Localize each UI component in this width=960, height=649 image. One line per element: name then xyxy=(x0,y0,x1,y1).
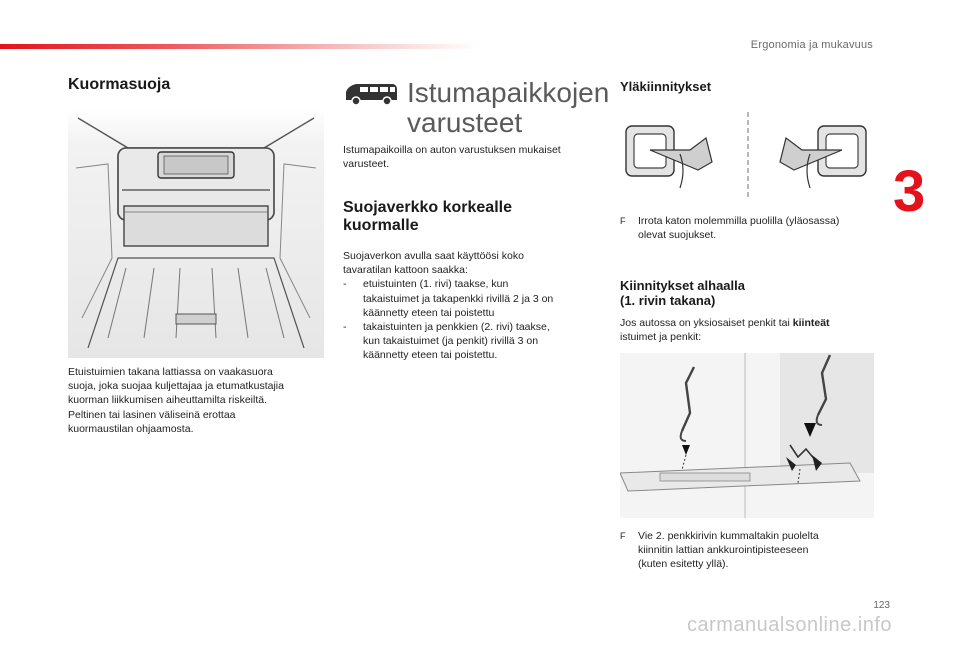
list-item: F Vie 2. penkkirivin kummaltakin puolelta kiinnitin lattian ankkurointipisteeseen (kuten esitetty yllä). xyxy=(620,530,819,571)
text-bullet-2 xyxy=(620,529,890,572)
list-item: - takaistuinten ja penkkien (2. rivi) taakse, kun takaistuimet (ja penkit) rivillä 3 on käännetty eteen tai poistettu. xyxy=(343,321,550,362)
text-suojaverkko: Suojaverkon avulla saat käyttöösi koko tavaratilan kattoon saakka: - etuistuinten (1. rivi) taakse, kun takaistuimet ja takapenkki rivillä 2 ja 3 on käännetty eteen tai poistettu - takaistuinten ja penkkien (2. rivi) taakse, kun takaistuimet (ja penkit) rivillä 3 on käännetty eteen tai poistettu. xyxy=(343,249,605,363)
watermark: carmanualsonline.info xyxy=(686,614,892,636)
heading-kuormasuoja: Kuormasuoja xyxy=(68,76,171,93)
lower-anchor-illustration xyxy=(620,353,874,518)
text-ylakiinnitykset xyxy=(620,214,890,242)
list-item: F Irrota katon molemmilla puolilla (yläosassa) olevat suojukset. xyxy=(620,215,840,242)
heading-kiinnitykset-alhaalla: Kiinnitykset alhaalla (1. rivin takana) xyxy=(620,278,745,308)
intro-text: Istumapaikoilla on auton varustuksen mukaiset varusteet. xyxy=(343,144,561,171)
page-number: 123 xyxy=(873,600,890,611)
chapter-number: 3 xyxy=(893,159,926,224)
list-item: - etuistuinten (1. rivi) taakse, kun takaistuimet ja takapenkki rivillä 2 ja 3 on käännetty eteen tai poistettu xyxy=(343,278,554,319)
van-icon xyxy=(342,80,400,108)
heading-suojaverkko: Suojaverkko korkealle kuormalle xyxy=(343,199,512,234)
text-kiinnitykset: Jos autossa on yksiosaiset penkit tai kiinteät istuimet ja penkit: xyxy=(620,317,830,344)
upper-anchor-illustration xyxy=(620,110,876,200)
cargo-area-illustration xyxy=(68,108,324,358)
page-title: Istumapaikkojen varusteet xyxy=(407,77,610,138)
heading-ylakiinnitykset: Yläkiinnitykset xyxy=(620,79,712,94)
section-title: Ergonomia ja mukavuus xyxy=(750,39,873,51)
header-accent-bar xyxy=(0,44,480,49)
text-kuormasuoja: Etuistuimien takana lattiassa on vaakasuora suoja, joka suojaa kuljettajaa ja etumatkustajia kuorman liikkumisen aiheuttamilta riskeiltä. Peltinen tai lasinen väliseinä erottaa kuormaustilan ohjaamosta. xyxy=(68,366,284,435)
